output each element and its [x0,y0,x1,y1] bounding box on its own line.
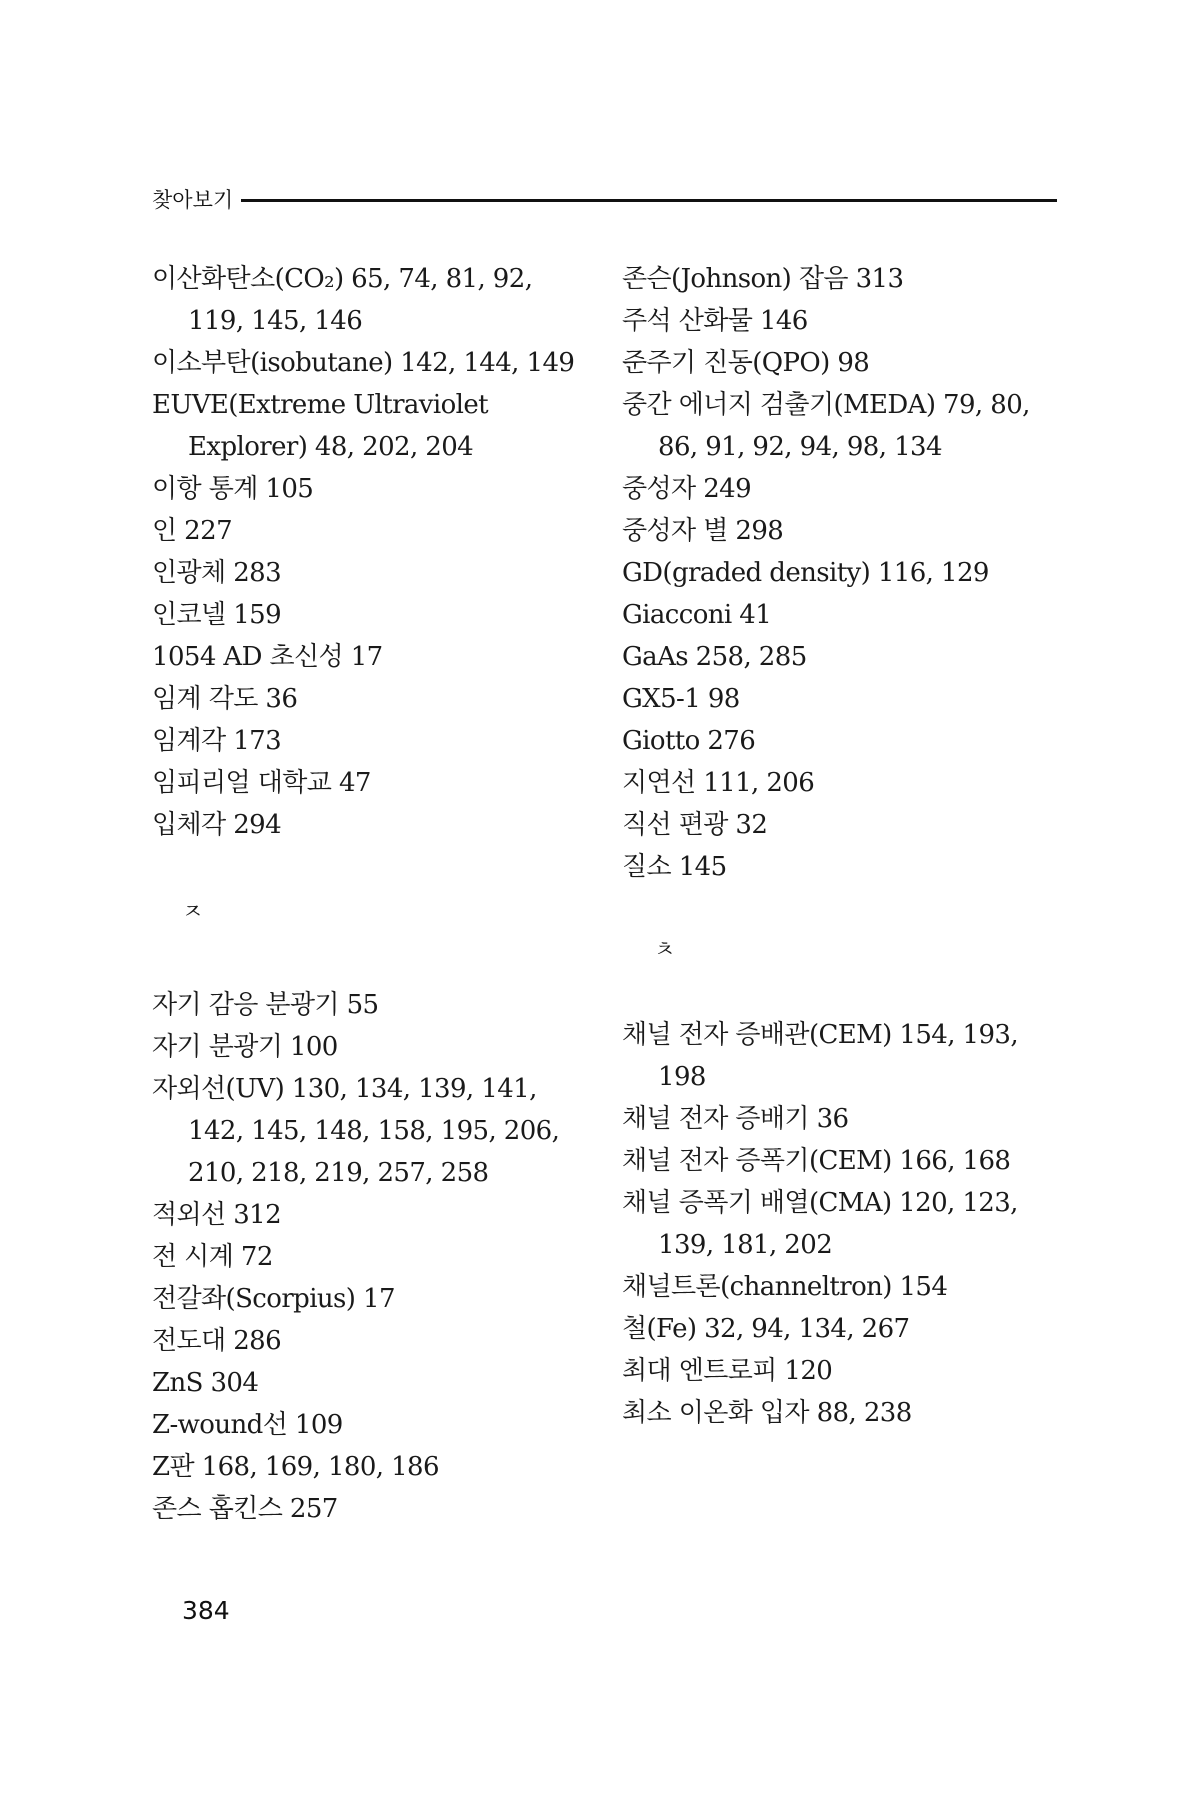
index-entry: 전도대 286 [152,1326,282,1356]
index-entry: 최소 이온화 입자 88, 238 [622,1398,912,1428]
index-entry: 채널 전자 증폭기(CEM) 166, 168 [622,1146,1011,1176]
index-entry: 존슨(Johnson) 잡음 313 [622,264,904,294]
index-entry: Giacconi 41 [622,600,772,630]
index-entry: 전갈좌(Scorpius) 17 [152,1284,395,1314]
left-index-column [152,258,582,1530]
index-entry: 채널 증폭기 배열(CMA) 120, 123, 139, 181, 202 [622,1188,1018,1260]
index-entry: 채널 전자 증배기 36 [622,1104,849,1134]
section-heading-jieut: ㅈ [182,900,204,925]
index-entry: 적외선 312 [152,1200,282,1230]
index-entry: Giotto 276 [622,726,756,756]
index-entry: 존스 홉킨스 257 [152,1494,338,1524]
index-entry: 이산화탄소(CO₂) 65, 74, 81, 92, 119, 145, 146 [152,264,533,336]
index-entry: 최대 엔트로피 120 [622,1356,833,1386]
running-header [152,182,1057,216]
index-entry: Z-wound선 109 [152,1410,343,1440]
index-entry: 직선 편광 32 [622,810,768,840]
index-group-b [622,1014,1052,1434]
header-title: 찾아보기 [152,188,234,212]
index-entry: 준주기 진동(QPO) 98 [622,348,870,378]
header-rule [241,199,1057,202]
index-entry: EUVE(Extreme Ultraviolet Explorer) 48, 202, 204 [152,390,489,462]
index-entry: 이소부탄(isobutane) 142, 144, 149 [152,348,575,378]
index-entry: 자기 분광기 100 [152,1032,338,1062]
index-group-a [622,258,1052,888]
index-entry: 입체각 294 [152,810,282,840]
index-entry: 인 227 [152,516,233,546]
index-entry: ZnS 304 [152,1368,259,1398]
right-index-column [622,258,1052,1434]
index-entry: 철(Fe) 32, 94, 134, 267 [622,1314,910,1344]
index-entry: 지연선 111, 206 [622,768,815,798]
index-entry: 채널트론(channeltron) 154 [622,1272,948,1302]
index-entry: 인코넬 159 [152,600,282,630]
index-entry: 전 시계 72 [152,1242,273,1272]
index-group-b [152,984,582,1530]
index-entry: Z판 168, 169, 180, 186 [152,1452,439,1482]
index-entry: 중성자 별 298 [622,516,784,546]
index-entry: 자기 감응 분광기 55 [152,990,379,1020]
index-entry: 임계각 173 [152,726,282,756]
index-entry: GD(graded density) 116, 129 [622,558,989,588]
index-entry: 주석 산화물 146 [622,306,808,336]
index-entry: 임피리얼 대학교 47 [152,768,371,798]
index-entry: 1054 AD 초신성 17 [152,642,383,672]
index-entry: 인광체 283 [152,558,282,588]
page-number: 384 [182,1596,230,1625]
index-entry: GX5-1 98 [622,684,740,714]
index-entry: 질소 145 [622,852,727,882]
index-entry: 임계 각도 36 [152,684,298,714]
section-heading-chieut: ㅊ [654,938,676,963]
index-entry: GaAs 258, 285 [622,642,807,672]
index-entry: 자외선(UV) 130, 134, 139, 141, 142, 145, 148, 158, 195, 206, 210, 218, 219, 257, 258 [152,1074,560,1188]
index-group-a [152,258,582,846]
index-entry: 중성자 249 [622,474,752,504]
index-entry: 채널 전자 증배관(CEM) 154, 193, 198 [622,1020,1019,1092]
index-entry: 중간 에너지 검출기(MEDA) 79, 80, 86, 91, 92, 94, 98, 134 [622,390,1030,462]
index-entry: 이항 통계 105 [152,474,314,504]
